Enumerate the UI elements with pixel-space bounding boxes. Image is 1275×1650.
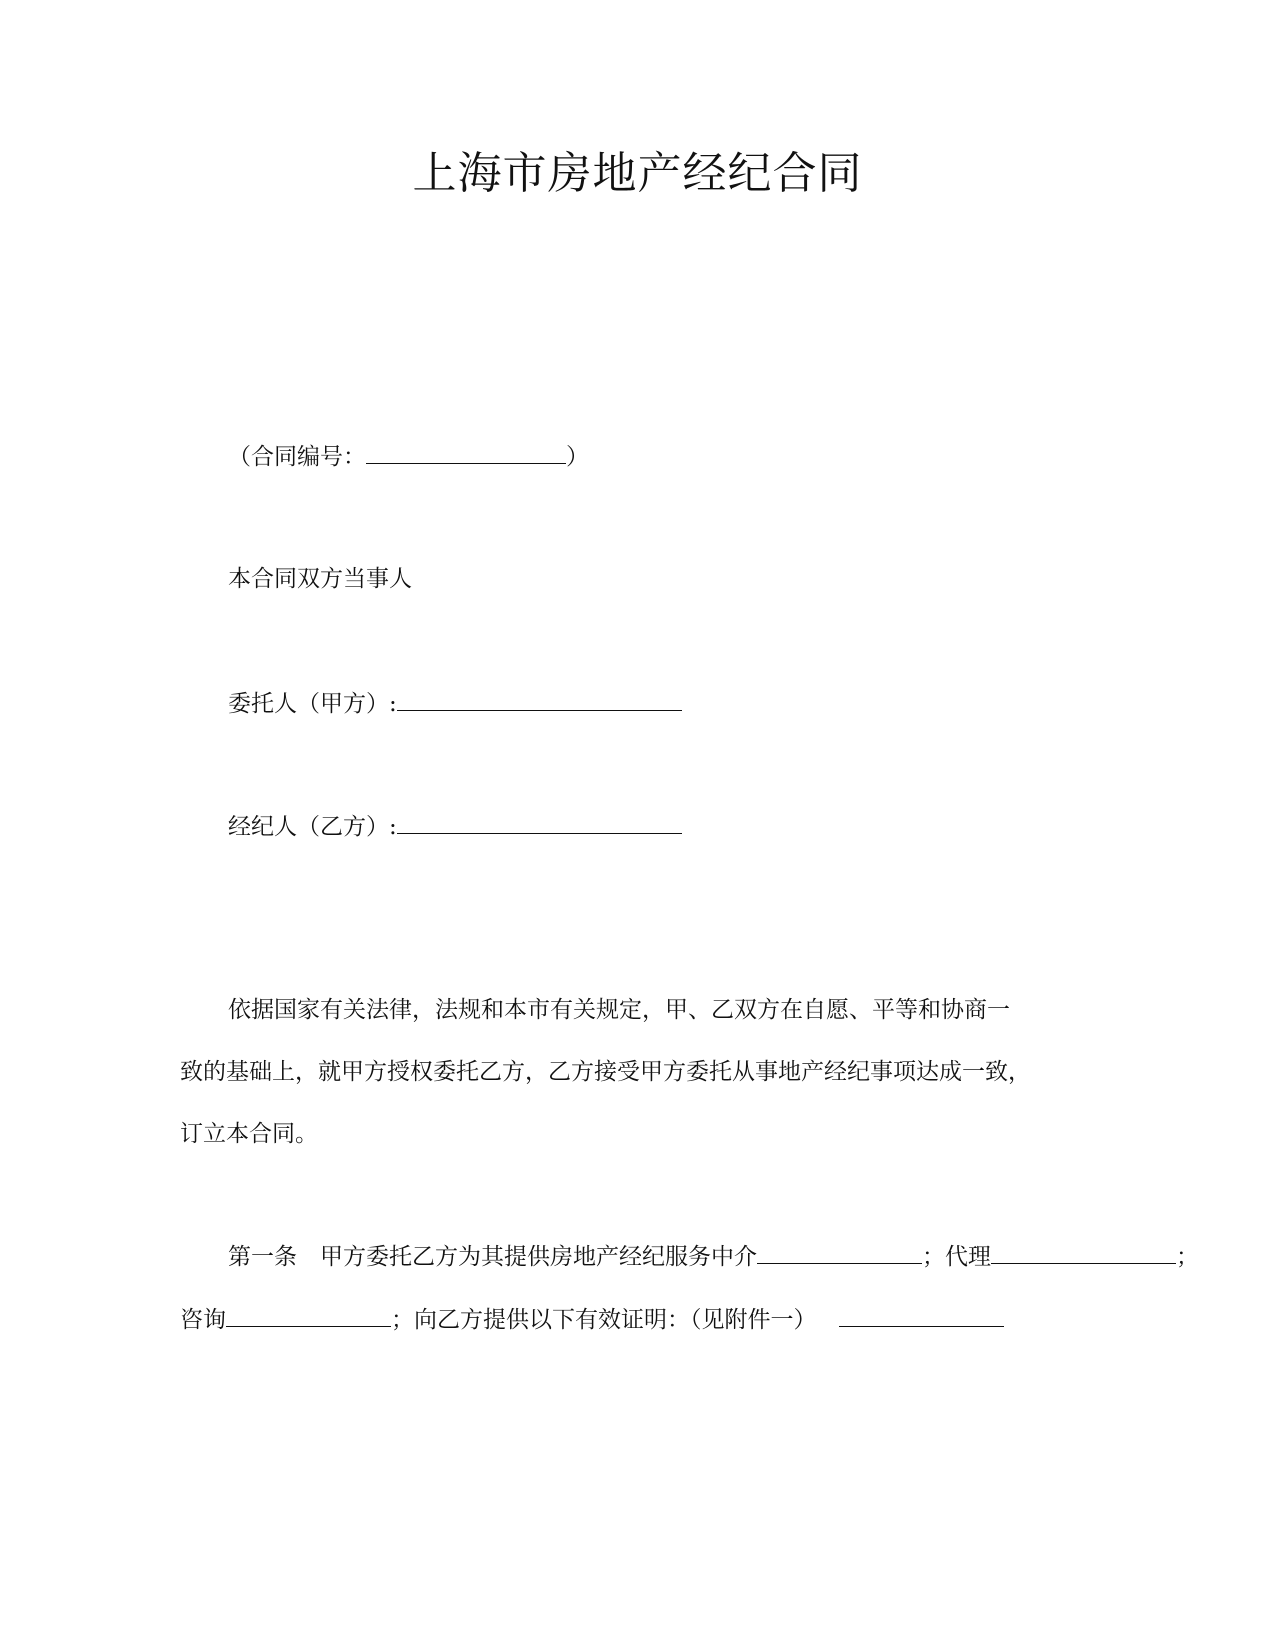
contract-number-label: （合同编号： bbox=[228, 444, 366, 470]
preamble-line-2: 致的基础上，就甲方授权委托乙方，乙方接受甲方委托从事地产经纪事项达成一致， bbox=[180, 1059, 1031, 1085]
proof-text: ；向乙方提供以下有效证明：（见附件一） bbox=[391, 1307, 817, 1333]
preamble-line-3: 订立本合同。 bbox=[180, 1121, 318, 1147]
article-1-line-2 bbox=[180, 1305, 1004, 1335]
agency-blank[interactable] bbox=[991, 1243, 1176, 1264]
intermediary-blank[interactable] bbox=[757, 1243, 922, 1264]
article-1-end-mark: ； bbox=[1176, 1244, 1199, 1270]
preamble-line-1: 依据国家有关法律，法规和本市有关规定，甲、乙双方在自愿、平等和协商一 bbox=[228, 997, 1010, 1023]
party-a-blank[interactable] bbox=[397, 690, 682, 711]
document-title: 上海市房地产经纪合同 bbox=[412, 148, 863, 199]
article-1-line-1 bbox=[228, 1242, 1199, 1272]
parties-heading: 本合同双方当事人 bbox=[228, 566, 412, 592]
article-1-lead: 第一条 甲方委托乙方为其提供房地产经纪服务中介 bbox=[228, 1244, 757, 1270]
party-b-label: 经纪人（乙方）: bbox=[228, 814, 397, 840]
proof-blank[interactable] bbox=[839, 1306, 1004, 1327]
contract-number-line bbox=[228, 442, 589, 472]
party-b-blank[interactable] bbox=[397, 813, 682, 834]
party-a-line bbox=[228, 689, 682, 719]
party-b-line bbox=[228, 812, 682, 842]
agency-label: ；代理 bbox=[922, 1244, 991, 1270]
contract-number-blank[interactable] bbox=[366, 443, 566, 464]
party-a-label: 委托人（甲方）: bbox=[228, 691, 397, 717]
consult-label: 咨询 bbox=[180, 1307, 226, 1333]
contract-number-close: ） bbox=[566, 444, 589, 470]
consult-blank[interactable] bbox=[226, 1306, 391, 1327]
